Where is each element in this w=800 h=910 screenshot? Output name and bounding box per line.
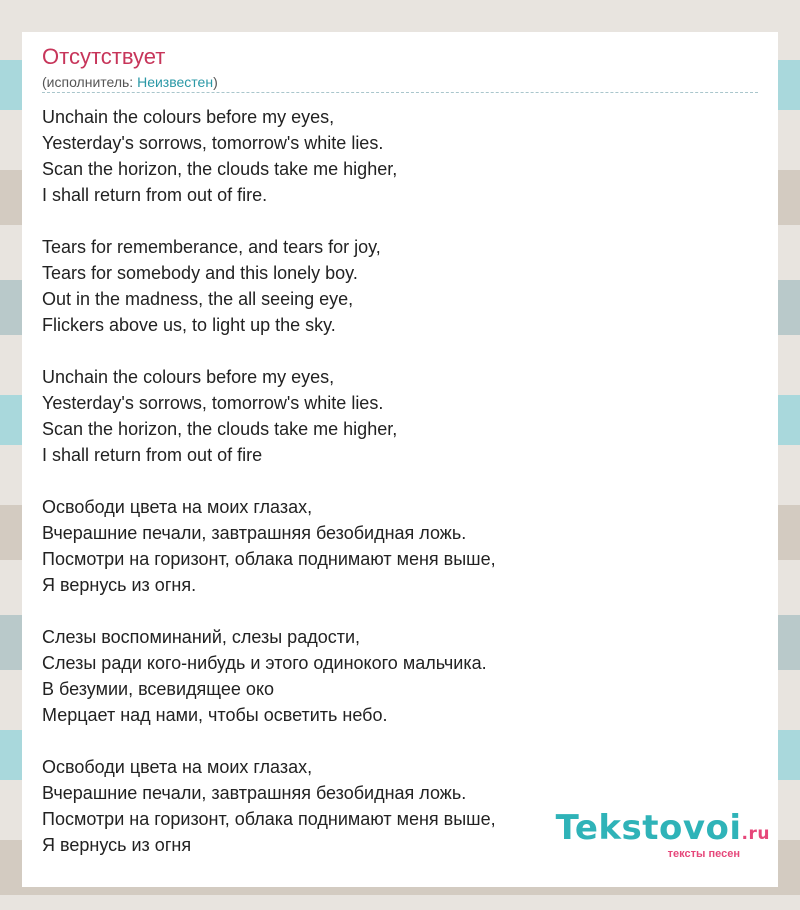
- lyric-line: I shall return from out of fire.: [42, 185, 268, 205]
- lyric-line: Вчерашние печали, завтрашняя безобидная ложь.: [42, 523, 467, 543]
- lyric-line: Flickers above us, to light up the sky.: [42, 315, 336, 335]
- lyric-line: Я вернусь из огня: [42, 835, 192, 855]
- lyric-line: Освободи цвета на моих глазах,: [42, 757, 313, 777]
- lyric-line: Unchain the colours before my eyes,: [42, 107, 335, 127]
- stanza: [42, 234, 496, 338]
- logo-subtitle: тексты песен: [667, 848, 740, 860]
- lyric-line: Слезы ради кого-нибудь и этого одинокого мальчика.: [42, 653, 487, 673]
- lyric-line: Я вернусь из огня.: [42, 575, 197, 595]
- logo-wordmark: [556, 810, 770, 852]
- lyric-line: Посмотри на горизонт, облака поднимают меня выше,: [42, 809, 496, 829]
- stanza: [42, 624, 496, 728]
- lyric-line: Tears for rememberance, and tears for joy,: [42, 237, 381, 257]
- lyric-line: Scan the horizon, the clouds take me higher,: [42, 419, 398, 439]
- lyric-line: Посмотри на горизонт, облака поднимают меня выше,: [42, 549, 496, 569]
- stanza: [42, 754, 496, 858]
- artist-label: (исполнитель:: [42, 74, 138, 90]
- artist-line: [42, 73, 218, 91]
- artist-link[interactable]: Неизвестен: [137, 74, 214, 90]
- lyric-line: Tears for somebody and this lonely boy.: [42, 263, 358, 283]
- logo-name: Tekstovoi: [555, 808, 742, 848]
- stanza: [42, 104, 496, 208]
- lyric-line: Scan the horizon, the clouds take me higher,: [42, 159, 398, 179]
- divider: [42, 92, 758, 93]
- lyric-line: Unchain the colours before my eyes,: [42, 367, 335, 387]
- stanza: [42, 364, 496, 468]
- lyrics-card: [22, 32, 778, 887]
- lyric-line: I shall return from out of fire: [42, 445, 263, 465]
- logo-tld: .ru: [741, 824, 770, 844]
- lyric-line: Освободи цвета на моих глазах,: [42, 497, 313, 517]
- stanza: [42, 494, 496, 598]
- lyrics-body: [42, 104, 496, 884]
- site-logo[interactable]: [556, 810, 770, 860]
- lyric-line: Yesterday's sorrows, tomorrow's white lies.: [42, 393, 384, 413]
- lyric-line: В безумии, всевидящее око: [42, 679, 275, 699]
- lyric-line: Вчерашние печали, завтрашняя безобидная ложь.: [42, 783, 467, 803]
- lyric-line: Yesterday's sorrows, tomorrow's white lies.: [42, 133, 384, 153]
- lyric-line: Out in the madness, the all seeing eye,: [42, 289, 354, 309]
- artist-close: ): [213, 74, 218, 90]
- lyric-line: Мерцает над нами, чтобы осветить небо.: [42, 705, 388, 725]
- song-title: Отсутствует: [42, 44, 166, 69]
- lyric-line: Слезы воспоминаний, слезы радости,: [42, 627, 361, 647]
